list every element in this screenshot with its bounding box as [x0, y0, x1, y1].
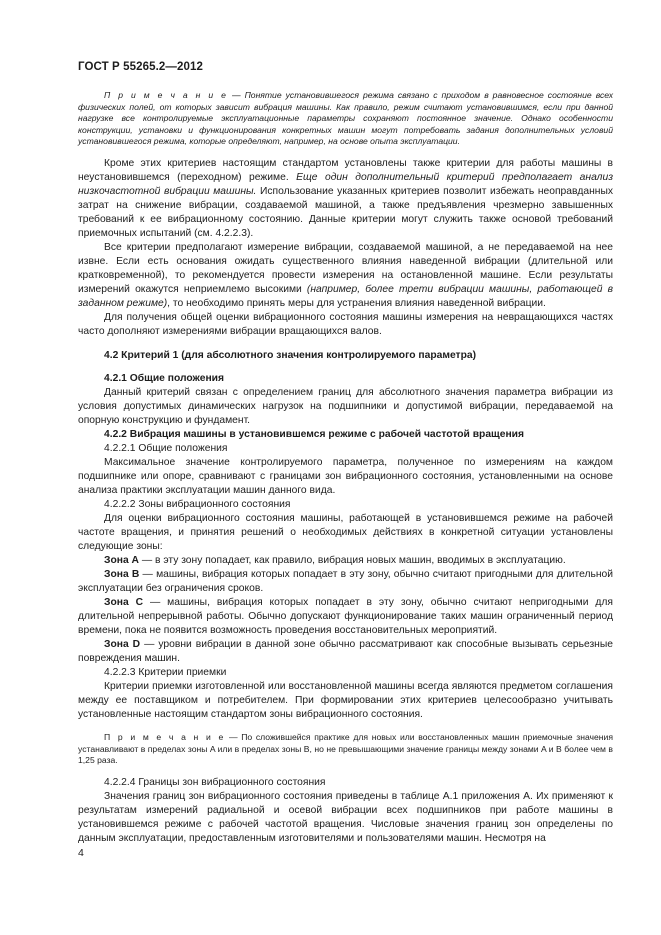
- zone-name: Зона A: [104, 554, 139, 566]
- note-paragraph: [78, 90, 613, 148]
- paragraph-4-2-1: Данный критерий связан с определением границ для абсолютного значения параметра вибрации из условия допустимых динамических нагрузок на подшипники и допустимой вибрации, передаваемой на опорную конструкцию и фундамент.: [78, 386, 613, 426]
- note-text: — По сложившейся практике для новых или восстановленных машин приемочные значения устанавливают в пределах зоны A или в пределах зоны B, но не превышающими значение границы между зонами A и B более чем в 1,25 раза.: [78, 731, 613, 766]
- note-acceptance: [78, 732, 613, 767]
- page-number: 4: [78, 847, 84, 859]
- paragraph-4-2-2-4: Значения границ зон вибрационного состояния приведены в таблице А.1 приложения А. Их применяют к результатам измерений радиальной и осевой вибрации всех подшипников при работе машины в установившемся режиме с рабочей частотой вращения. Числовые значения границ зон определены по данным эксплуатации, предоставленным изготовителями и пользователями машин. Несмотря на: [78, 790, 613, 844]
- text-run: , то необходимо принять меры для устранения влияния наведенной вибрации.: [167, 297, 546, 309]
- paragraph-4-2-2-2: Для оценки вибрационного состояния машины, работающей в установившемся режиме на рабочей частоте вращения, и принятия решений о необходимых действиях в конкретной ситуации установлены следующие зоны:: [78, 512, 613, 552]
- text-run: Использование указанных критериев позволит избежать неоправданных затрат на снижение вибрации, создаваемой машиной, а также предъявления чрезмерно завышенных требований к ее вибрационному состоянию. Данные критерии могут служить также основой требований приемочных испытаний (см. 4.2.2.3).: [78, 185, 613, 239]
- note-text: Понятие установившегося режима связано с приходом в равновесное состояние всех физических полей, от которых зависит вибрация машины. Как правило, режим считают установившимся, если при данной нагрузке все контролируемые эксплуатационные параметры сохраняют постоянное значение. Однако особенности конструкции, установки и функционирования конкретных машин могут потребовать задания дополнительных условий установившегося режима, которые определяют, например, на основе опыта эксплуатации.: [78, 90, 613, 147]
- zone-text: — уровни вибрации в данной зоне обычно рассматривают как способные вызывать серьезные повреждения машин.: [78, 638, 614, 664]
- zone-name: Зона C: [104, 596, 144, 608]
- paragraph-criteria-transient: [78, 157, 613, 241]
- zone-text: — машины, вибрация которых попадает в эту зону, обычно считают пригодными для длительной эксплуатации без ограничения сроков.: [78, 568, 614, 594]
- italic-run: Еще один дополнительный критерий предполагает анализ низкочастотной вибрации машины.: [78, 171, 613, 197]
- heading-text: 4.2.1 Общие положения: [104, 372, 224, 384]
- paragraph-4-2-2-3: Критерии приемки изготовленной или восстановленной машины всегда являются предметом соглашения между ее поставщиком и потребителем. При формировании этих критериев целесообразно учитывать установленные настоящим стандартом зоны вибрационного состояния.: [78, 680, 613, 720]
- section-heading-4-2: 4.2 Критерий 1 (для абсолютного значения контролируемого параметра): [104, 349, 477, 361]
- document-header: ГОСТ Р 55265.2—2012: [78, 61, 203, 73]
- document-body: [78, 90, 613, 846]
- italic-run: (например, более трети вибрации машины, работающей в заданном режиме): [78, 283, 613, 309]
- subsection-heading-4-2-2: 4.2.2 Вибрация машины в установившемся режиме с рабочей частотой вращения: [104, 428, 525, 440]
- note-dash: —: [227, 90, 245, 100]
- zone-b-item: [78, 568, 613, 596]
- zone-c-item: [78, 596, 613, 638]
- zone-name: Зона B: [104, 568, 140, 580]
- subsection-heading-4-2-1: [78, 372, 613, 386]
- zone-d-item: [78, 638, 613, 666]
- text-run: Кроме этих критериев настоящим стандартом установлены также критерии для работы машины в неустановившемся (переходном) режиме.: [78, 157, 613, 183]
- clause-heading-4-2-2-1: 4.2.2.1 Общие положения: [104, 442, 228, 454]
- paragraph-shaft-vibration: Для получения общей оценки вибрационного состояния машины измерения на невращающихся частях часто дополняют измерениями вибрации вращающихся валов.: [78, 311, 613, 337]
- text-run: Все критерии предполагают измерение вибрации, создаваемой машиной, а не передаваемой на нее извне. Если есть основания ожидать существенного влияния наведенной вибрации (длительной или кратковременной), то рекомендуется провести измерения на остановленной машине. Если результаты измерений окажутся неприемлемо высокими: [78, 241, 613, 295]
- paragraph-measurement: [78, 241, 613, 311]
- zone-text: — машины, вибрация которых попадает в эту зону, обычно считают непригодными для длительной непрерывной работы. Обычно допускают функционирование таких машин ограниченный период времени, пока не появится возможность проведения восстановительных мероприятий.: [78, 596, 614, 636]
- clause-heading-4-2-2-3: 4.2.2.3 Критерии приемки: [104, 666, 227, 678]
- clause-heading-4-2-2-4: 4.2.2.4 Границы зон вибрационного состояния: [104, 776, 326, 788]
- note-label: П р и м е ч а н и е: [104, 90, 228, 100]
- clause-heading-4-2-2-2: 4.2.2.2 Зоны вибрационного состояния: [104, 498, 291, 510]
- paragraph-4-2-2-1: Максимальное значение контролируемого параметра, полученное по измерениям на каждом подшипнике или опоре, сравнивают с границами зон вибрационного состояния, установленными на основе анализа практики эксплуатации машин данного вида.: [78, 456, 613, 496]
- note-label: П р и м е ч а н и е: [104, 731, 226, 742]
- zone-name: Зона D: [104, 638, 141, 650]
- zone-text: — в эту зону попадает, как правило, вибрация новых машин, вводимых в эксплуатацию.: [138, 554, 566, 566]
- zone-a-item: [78, 554, 613, 568]
